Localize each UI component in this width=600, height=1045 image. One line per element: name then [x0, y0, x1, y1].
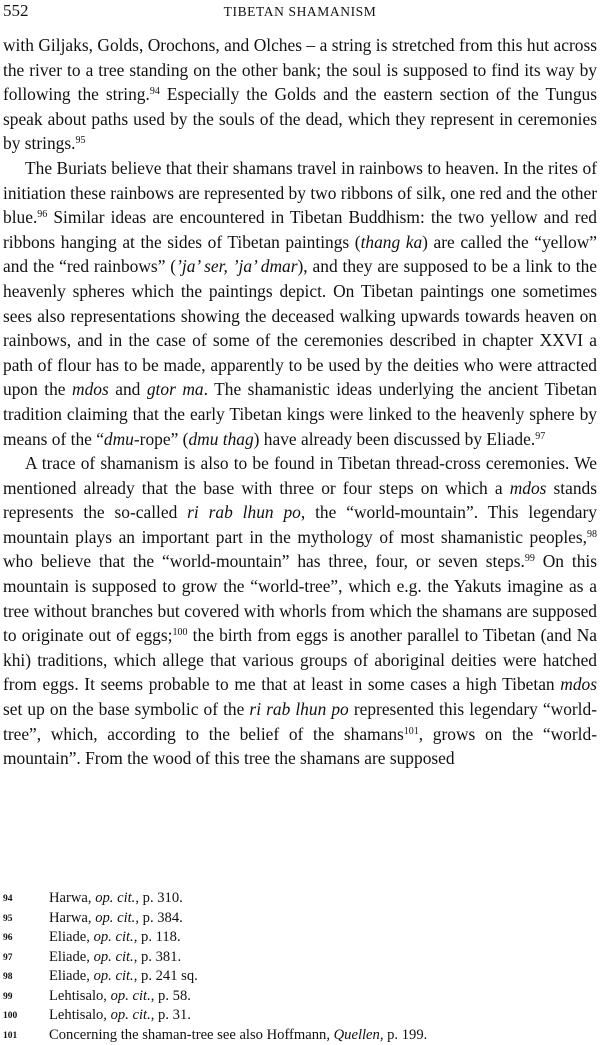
italic-term: mdos	[510, 478, 547, 498]
footnote	[3, 987, 597, 1007]
footnote-number: 96	[3, 928, 49, 948]
footnote-text	[49, 967, 597, 987]
text-run: Similar ideas are encountered in Tibetan Buddhism: the two yellow and red ribbons hanging at the sides of Tibetan paintings (	[3, 207, 597, 252]
italic-term: op. cit.	[94, 929, 134, 945]
footnote-ref: 98	[587, 529, 597, 540]
footnote-text	[49, 987, 597, 1007]
text-run: with Giljaks, Golds, Orochons, and Olches – a string is stretched from this hut across the river to a tree standing on the other bank; the soul is supposed to find its way by following the string.	[3, 35, 597, 104]
paragraph	[3, 33, 597, 156]
italic-term: op. cit.	[94, 968, 134, 984]
footnote-ref: 95	[75, 135, 85, 146]
footnote-number: 97	[3, 948, 49, 968]
text-run: The Buriats believe that their shamans travel in rainbows to heaven. In the rites of initiation these rainbows are represented by two ribbons of silk, one red and the other blue.	[3, 158, 597, 227]
text-run: Harwa,	[49, 890, 95, 906]
footnote	[3, 967, 597, 987]
text-run: who believe that the “world-mountain” has three, four, or seven steps.	[3, 551, 525, 571]
footnote-text	[49, 889, 597, 909]
footnote-text	[49, 1006, 597, 1026]
text-run: , p. 381.	[134, 949, 181, 965]
footnote-ref: 100	[172, 627, 187, 638]
italic-term: op. cit.	[111, 988, 151, 1004]
footnote-number: 95	[3, 909, 49, 929]
text-run: represented this legendary “world-tree”, which, according to the belief of the shamans	[3, 699, 597, 744]
text-run: , p. 199.	[380, 1027, 427, 1043]
italic-term: ri rab lhun po	[249, 699, 348, 719]
footnote-number: 101	[3, 1026, 49, 1045]
italic-term: ri rab lhun po	[187, 502, 301, 522]
footnote	[3, 889, 597, 909]
italic-term: mdos	[72, 379, 109, 399]
italic-term: op. cit.	[111, 1007, 151, 1023]
footnote	[3, 948, 597, 968]
footnote-text	[49, 1026, 597, 1045]
italic-term: dmu	[104, 429, 134, 449]
footnote-number: 100	[3, 1006, 49, 1026]
footnote-number: 98	[3, 967, 49, 987]
italic-term: gtor ma	[147, 379, 204, 399]
text-run: Lehtisalo,	[49, 988, 111, 1004]
footnote-number: 94	[3, 889, 49, 909]
footnote-text	[49, 928, 597, 948]
footnote-ref: 101	[404, 726, 419, 737]
italic-term: mdos	[560, 674, 597, 694]
text-run: Concerning the shaman-tree see also Hoffmann,	[49, 1027, 334, 1043]
footnote-ref: 97	[535, 431, 545, 442]
text-run: , p. 310.	[135, 890, 182, 906]
text-run: , grows on the “world-mountain”. From the wood of this tree the shamans are supposed	[3, 724, 597, 769]
footnote	[3, 909, 597, 929]
text-run: Eliade,	[49, 949, 94, 965]
page-header	[0, 0, 600, 22]
text-run: , the “world-mountain”. This legendary mountain plays an important part in the mythology of most shamanistic peoples,	[3, 502, 597, 547]
italic-term: ’ja’ ser, ’ja’ dmar	[176, 256, 297, 276]
text-run: Harwa,	[49, 910, 95, 926]
italic-term: Quellen	[334, 1027, 380, 1043]
italic-term: op. cit.	[95, 890, 135, 906]
text-run: ) are called the “yellow” and the “red rainbows” (	[3, 232, 597, 277]
footnote-ref: 99	[525, 553, 535, 564]
italic-term: thang ka	[361, 232, 423, 252]
footnote-text	[49, 909, 597, 929]
text-run: ), and they are supposed to be a link to the heavenly spheres which the paintings depict. On Tibetan paintings one sometimes sees also representations showing the deceased walking upwards towards heaven on rainbows, and in the case of some of the ceremonies described in chapter XXVI a path of flour has to be made, apparently to be used by the deities who were attracted upon the	[3, 256, 597, 399]
italic-term: dmu thag	[188, 429, 253, 449]
text-run: stands represents the so-called	[3, 478, 597, 523]
text-run: , p. 241 sq.	[134, 968, 198, 984]
footnote-ref: 96	[37, 209, 47, 220]
paragraph	[3, 451, 597, 771]
footnote	[3, 1006, 597, 1026]
footnote	[3, 928, 597, 948]
text-run: Eliade,	[49, 929, 94, 945]
footnote-text	[49, 948, 597, 968]
text-run: and	[109, 379, 147, 399]
text-run: ) have already been discussed by Eliade.	[254, 429, 536, 449]
text-run: set up on the base symbolic of the	[3, 699, 249, 719]
text-run: A trace of shamanism is also to be found in Tibetan thread-cross ceremonies. We mentioned already that the base with three or four steps on which a	[3, 453, 597, 498]
text-run: Lehtisalo,	[49, 1007, 111, 1023]
body-text	[3, 33, 597, 771]
text-run: , p. 384.	[135, 910, 182, 926]
text-run: Eliade,	[49, 968, 94, 984]
footnote	[3, 1026, 597, 1045]
paragraph	[3, 156, 597, 451]
footnotes	[3, 889, 597, 1045]
text-run: On this mountain is supposed to grow the “world-tree”, which e.g. the Yakuts imagine as a tree without branches but covered with whorls from which the shamans are supposed to originate out of eggs;	[3, 551, 597, 645]
italic-term: op. cit.	[95, 910, 135, 926]
text-run: . The shamanistic ideas underlying the ancient Tibetan tradition claiming that the early Tibetan kings were linked to the heavenly sphere by means of the “	[3, 379, 597, 448]
italic-term: op. cit.	[94, 949, 134, 965]
page-number: 552	[3, 1, 29, 21]
text-run: , p. 31.	[151, 1007, 191, 1023]
text-run: , p. 118.	[134, 929, 181, 945]
footnote-number: 99	[3, 987, 49, 1007]
text-run: Especially the Golds and the eastern section of the Tungus speak about paths used by the souls of the dead, which they represent in ceremonies by strings.	[3, 84, 597, 153]
text-run: -rope” (	[134, 429, 189, 449]
text-run: the birth from eggs is another parallel to Tibetan (and Na khi) traditions, which allege that various groups of aboriginal deities were hatched from eggs. It seems probable to me that at least in some cases a high Tibetan	[3, 625, 597, 694]
text-run: , p. 58.	[151, 988, 191, 1004]
running-head: TIBETAN SHAMANISM	[0, 4, 600, 20]
footnote-ref: 94	[150, 86, 160, 97]
